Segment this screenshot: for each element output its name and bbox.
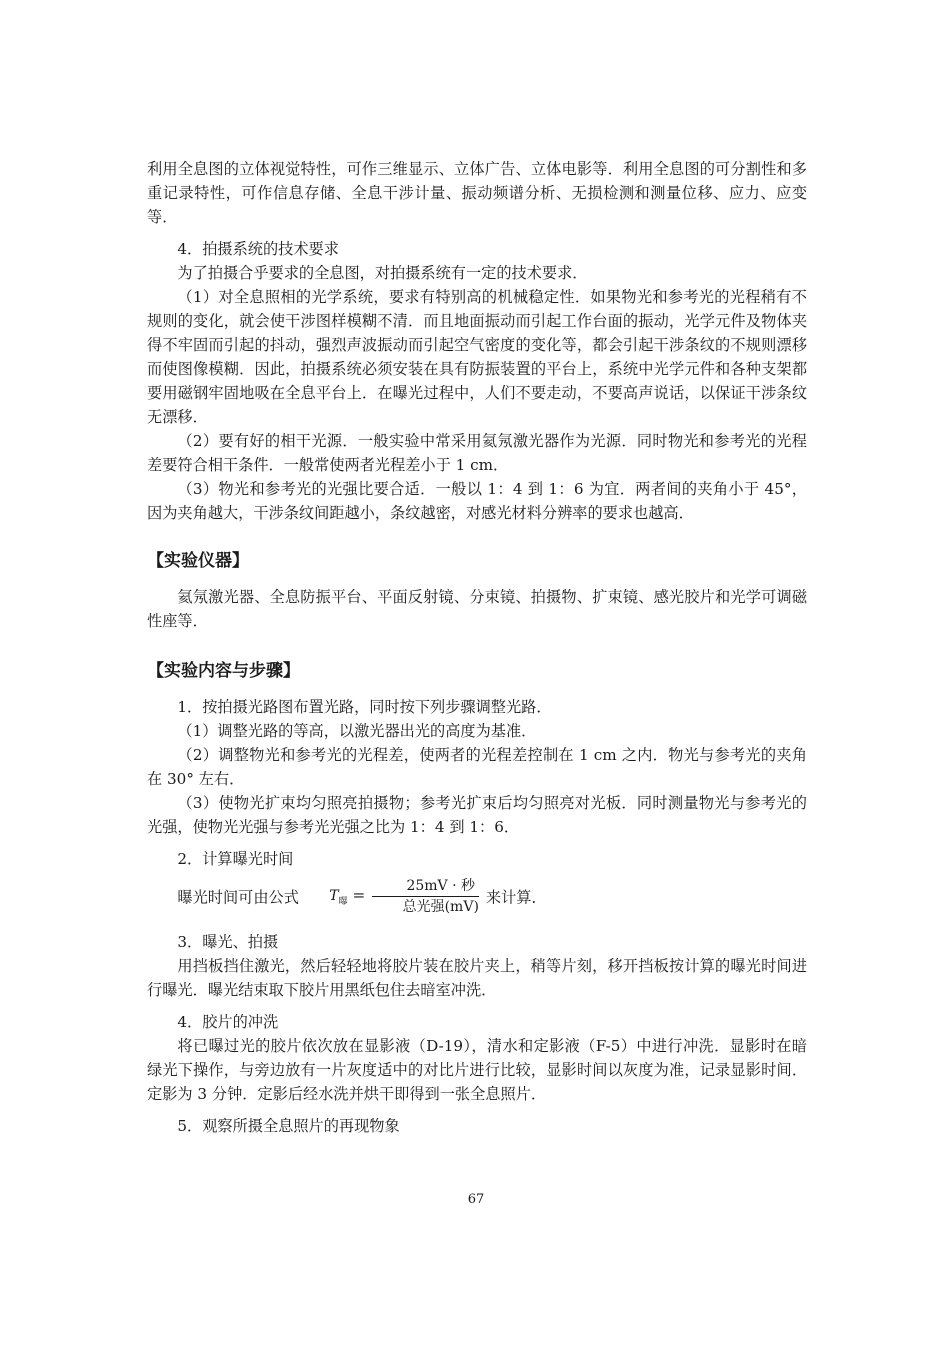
formula-equals: = bbox=[352, 886, 366, 904]
step-1-title: 1．按拍摄光路图布置光路，同时按下列步骤调整光路． bbox=[177, 698, 552, 716]
step-4-text: 将已曝过光的胶片依次放在显影液（D-19），清水和定影液（F-5）中进行冲洗．显影时在暗绿光下操作，与旁边放有一片灰度适中的对比片进行比较，显影时间以灰度为准，记录显影时间．定影为 3 分钟．定影后经水洗并烘干即得到一张全息照片． bbox=[147, 1037, 807, 1103]
formula-suffix: 来计算． bbox=[485, 888, 547, 907]
formula-denominator: 总光强(mV) bbox=[402, 898, 479, 915]
exposure-formula bbox=[299, 875, 486, 922]
step-2-title: 2．计算曝光时间 bbox=[177, 850, 294, 868]
tech-item-3: （3）物光和参考光的光强比要合适．一般以 1：4 到 1：6 为宜．两者间的夹角小于 45°，因为夹角越大，干涉条纹间距越小，条纹越密，对感光材料分辨率的要求也越高． bbox=[147, 480, 807, 522]
tech-item-2: （2）要有好的相干光源．一般实验中常采用氦氖激光器作为光源．同时物光和参考光的光程差要符合相干条件．一般常使两者光程差小于 1 cm． bbox=[147, 432, 807, 474]
step-4-title: 4．胶片的冲洗 bbox=[177, 1013, 279, 1031]
step-5-title: 5．观察所摄全息照片的再现物象 bbox=[177, 1117, 400, 1135]
step-1-c: （3）使物光扩束均匀照亮拍摄物；参考光扩束后均匀照亮对光板．同时测量物光与参考光的光强，使物光光强与参考光光强之比为 1：4 到 1：6． bbox=[147, 794, 807, 836]
step-1-b: （2）调整物光和参考光的光程差，使两者的光程差控制在 1 cm 之内．物光与参考光的夹角在 30° 左右． bbox=[147, 746, 807, 788]
formula-variable: T bbox=[329, 888, 339, 904]
procedure-heading: 【实验内容与步骤】 bbox=[147, 661, 300, 681]
formula-subscript: 曝 bbox=[338, 897, 348, 907]
page-body bbox=[147, 157, 807, 1138]
tech-lead: 为了拍摄合乎要求的全息图，对拍摄系统有一定的技术要求． bbox=[177, 264, 588, 282]
step-2-formula-line bbox=[147, 875, 807, 922]
intro-paragraph: 利用全息图的立体视觉特性，可作三维显示、立体广告、立体电影等．利用全息图的可分割性和多重记录特性，可作信息存储、全息干涉计量、振动频谱分析、无损检测和测量位移、应力、应变等． bbox=[147, 160, 807, 226]
apparatus-text: 氦氖激光器、全息防振平台、平面反射镜、分束镜、拍摄物、扩束镜、感光胶片和光学可调磁性座等． bbox=[147, 588, 807, 630]
formula-fraction bbox=[368, 877, 483, 916]
step-1-a: （1）调整光路的等高，以激光器出光的高度为基准． bbox=[177, 722, 537, 740]
formula-numerator: 25mV · 秒 bbox=[372, 877, 479, 897]
step-3-text: 用挡板挡住激光，然后轻轻地将胶片装在胶片夹上，稍等片刻，移开挡板按计算的曝光时间进行曝光．曝光结束取下胶片用黑纸包住去暗室冲洗． bbox=[147, 957, 807, 999]
apparatus-heading: 【实验仪器】 bbox=[147, 551, 249, 571]
tech-title: 4．拍摄系统的技术要求 bbox=[177, 240, 339, 258]
page-number: 67 bbox=[467, 1192, 485, 1207]
tech-item-1: （1）对全息照相的光学系统，要求有特别高的机械稳定性．如果物光和参考光的光程稍有不规则的变化，就会使干涉图样模糊不清．而且地面振动而引起工作台面的振动，光学元件及物体夹得不牢固而引起的抖动，强烈声波振动而引起空气密度的变化等，都会引起干涉条纹的不规则漂移而使图像模糊．因此，拍摄系统必须安装在具有防振装置的平台上，系统中光学元件和各种支架都要用磁钢牢固地吸在全息平台上．在曝光过程中，人们不要走动，不要高声说话，以保证干涉条纹无漂移． bbox=[147, 288, 807, 426]
formula-prefix: 曝光时间可由公式 bbox=[177, 888, 299, 907]
step-3-title: 3．曝光、拍摄 bbox=[177, 933, 279, 951]
